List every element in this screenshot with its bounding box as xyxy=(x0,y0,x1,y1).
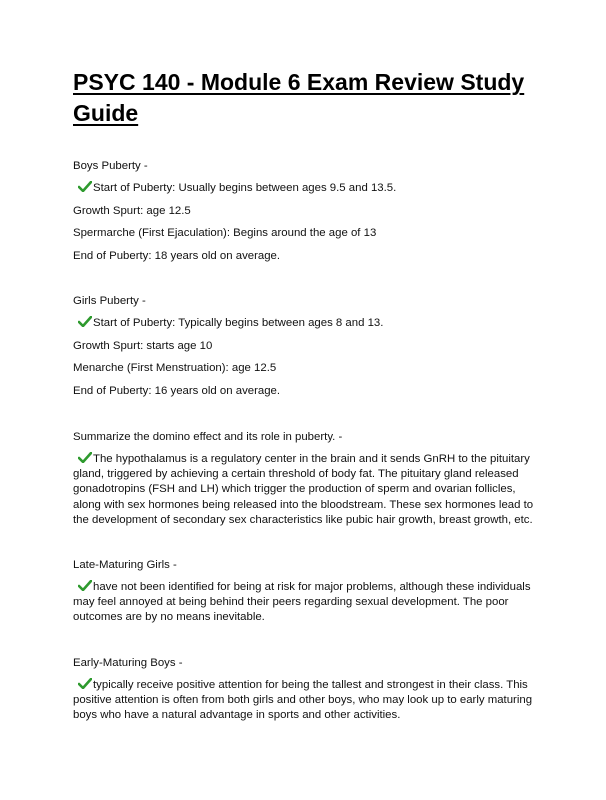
girls-growth-spurt: Growth Spurt: starts age 10 xyxy=(73,340,213,352)
girls-start-of-puberty xyxy=(73,316,383,331)
late-maturing-girls-heading: Late-Maturing Girls - xyxy=(73,559,177,571)
boys-start-of-puberty xyxy=(73,181,396,196)
early-maturing-boys-answer xyxy=(73,678,535,724)
girls-start-text: Start of Puberty: Typically begins between ages 8 and 13. xyxy=(93,317,384,329)
boys-spermarche: Spermarche (First Ejaculation): Begins around the age of 13 xyxy=(73,227,377,239)
boys-growth-spurt: Growth Spurt: age 12.5 xyxy=(73,205,191,217)
early-maturing-boys-heading: Early-Maturing Boys - xyxy=(73,657,183,669)
domino-effect-answer xyxy=(73,452,535,528)
girls-end-of-puberty: End of Puberty: 16 years old on average. xyxy=(73,385,281,397)
check-mark-icon xyxy=(78,452,92,463)
check-mark-icon xyxy=(78,316,92,327)
domino-effect-question: Summarize the domino effect and its role in puberty. - xyxy=(73,431,343,443)
check-mark-icon xyxy=(78,678,92,689)
girls-menarche: Menarche (First Menstruation): age 12.5 xyxy=(73,362,277,374)
late-girls-answer-text: have not been identified for being at risk for major problems, although these individuals may feel annoyed at being behind their peers regarding sexual development. The poor outcomes are by no means inevitable. xyxy=(73,581,531,624)
boys-start-text: Start of Puberty: Usually begins between ages 9.5 and 13.5. xyxy=(93,182,397,194)
check-mark-icon xyxy=(78,181,92,192)
document-title: PSYC 140 - Module 6 Exam Review Study Guide xyxy=(73,69,525,126)
boys-end-of-puberty: End of Puberty: 18 years old on average. xyxy=(73,250,281,262)
girls-puberty-heading: Girls Puberty - xyxy=(73,295,146,307)
early-boys-answer-text: typically receive positive attention for being the tallest and strongest in their class. This positive attention is often from both girls and other boys, who may look up to early maturing boys who have a natural advantage in sports and other activities. xyxy=(73,679,533,722)
check-mark-icon xyxy=(78,580,92,591)
domino-answer-text: The hypothalamus is a regulatory center in the brain and it sends GnRH to the pituitary gland, triggered by achieving a certain threshold of body fat. The pituitary gland released gonadotropins (FSH and LH) which trigger the production of sperm and ovarian follicles, along with sex hormones being released into the bloodstream. These sex hormones lead to the development of secondary sex characteristics like pubic hair growth, breast growth, etc. xyxy=(73,453,534,526)
boys-puberty-heading: Boys Puberty - xyxy=(73,160,148,172)
late-maturing-girls-answer xyxy=(73,580,535,626)
